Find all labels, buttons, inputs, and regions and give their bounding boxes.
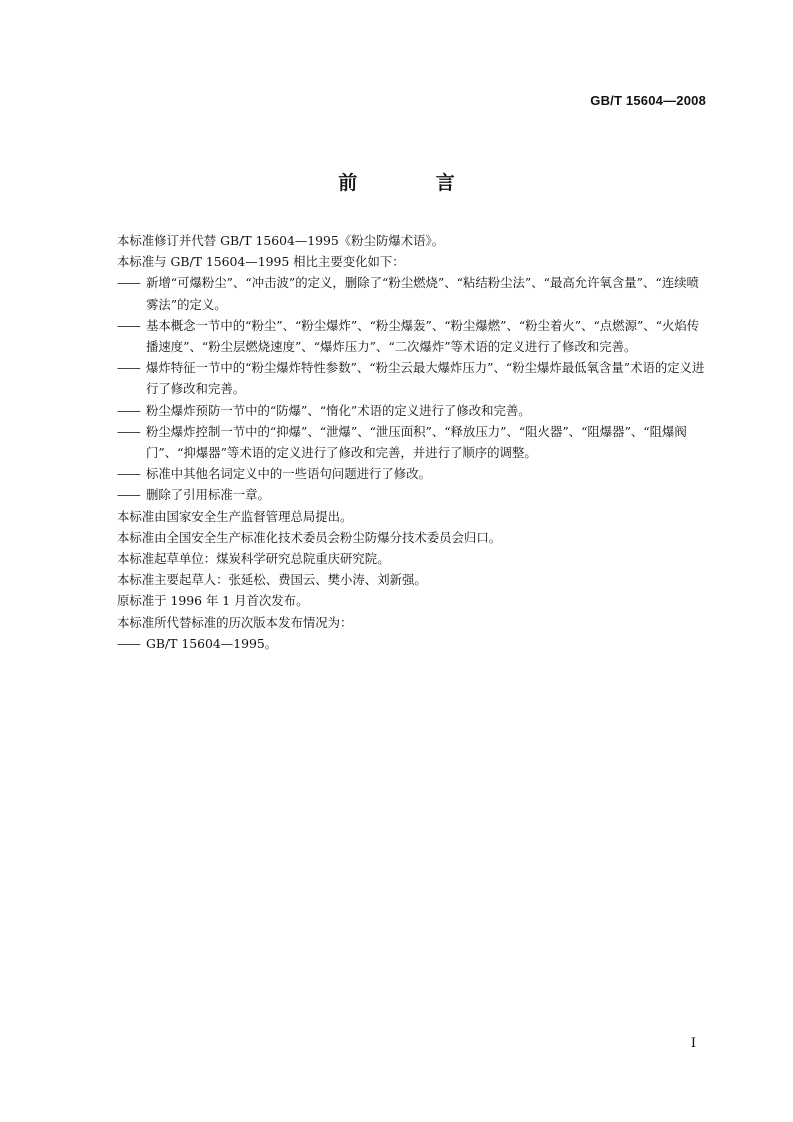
change-item-text: 删除了引用标准一章。 bbox=[146, 487, 270, 503]
change-item bbox=[117, 484, 709, 505]
change-item bbox=[117, 421, 709, 463]
change-item-text: 基本概念一节中的“粉尘”、“粉尘爆炸”、“粉尘爆轰”、“粉尘爆燃”、“粉尘着火”、“点燃源”、“火焰传播速度”、“粉尘层燃烧速度”、“爆炸压力”、“二次爆炸”等术语的定义进行了修改和完善。 bbox=[146, 317, 700, 355]
dash-marker: —— bbox=[117, 275, 140, 291]
dash-marker: —— bbox=[117, 360, 140, 376]
info-paragraph-history-heading: 本标准所代替标准的历次版本发布情况为： bbox=[117, 614, 353, 630]
change-item-text: 粉尘爆炸预防一节中的“防爆”、“惰化”术语的定义进行了修改和完善。 bbox=[146, 402, 531, 418]
info-paragraph-committee: 本标准由全国安全生产标准化技术委员会粉尘防爆分技术委员会归口。 bbox=[117, 529, 502, 545]
document-body bbox=[117, 230, 709, 654]
dash-marker: —— bbox=[117, 487, 140, 503]
info-paragraph-drafting-unit: 本标准起草单位：煤炭科学研究总院重庆研究院。 bbox=[117, 551, 390, 567]
history-list bbox=[117, 633, 709, 654]
info-paragraph-proposer: 本标准由国家安全生产监督管理总局提出。 bbox=[117, 508, 353, 524]
info-paragraph-drafters: 本标准主要起草人：张延松、费国云、樊小涛、刘新强。 bbox=[117, 572, 427, 588]
intro-paragraph-2: 本标准与 GB/T 15604—1995 相比主要变化如下： bbox=[117, 254, 405, 270]
dash-marker: —— bbox=[117, 466, 140, 482]
page-number: I bbox=[690, 1036, 696, 1051]
history-item-text: GB/T 15604—1995。 bbox=[146, 635, 278, 651]
dash-marker: —— bbox=[117, 317, 140, 333]
dash-marker: —— bbox=[117, 635, 140, 651]
dash-marker: —— bbox=[117, 402, 140, 418]
change-item-text: 标准中其他名词定义中的一些语句问题进行了修改。 bbox=[146, 466, 431, 482]
change-item bbox=[117, 463, 709, 484]
history-item bbox=[117, 633, 709, 654]
changes-list bbox=[117, 272, 709, 505]
page-title: 前 言 bbox=[338, 172, 491, 194]
change-item-text: 爆炸特征一节中的“粉尘爆炸特性参数”、“粉尘云最大爆炸压力”、“粉尘爆炸最低氧含量”术语的定义进行了修改和完善。 bbox=[146, 360, 705, 397]
change-item bbox=[117, 272, 709, 314]
change-item-text: 粉尘爆炸控制一节中的“抑爆”、“泄爆”、“泄压面积”、“释放压力”、“阻火器”、“阻爆器”、“阻爆阀门”、“抑爆器”等术语的定义进行了修改和完善，并进行了顺序的调整。 bbox=[146, 423, 687, 461]
change-item bbox=[117, 315, 709, 357]
intro-paragraph-1: 本标准修订并代替 GB/T 15604—1995《粉尘防爆术语》。 bbox=[117, 233, 445, 248]
change-item-text: 新增“可爆粉尘”、“冲击波”的定义，删除了“粉尘燃烧”、“粘结粉尘法”、“最高允许氧含量”、“连续喷雾法”的定义。 bbox=[146, 275, 699, 312]
change-item bbox=[117, 400, 709, 421]
info-paragraph-first-release: 原标准于 1996 年 1 月首次发布。 bbox=[117, 593, 309, 609]
change-item bbox=[117, 357, 709, 399]
dash-marker: —— bbox=[117, 423, 140, 439]
standard-code: GB/T 15604—2008 bbox=[590, 93, 706, 108]
